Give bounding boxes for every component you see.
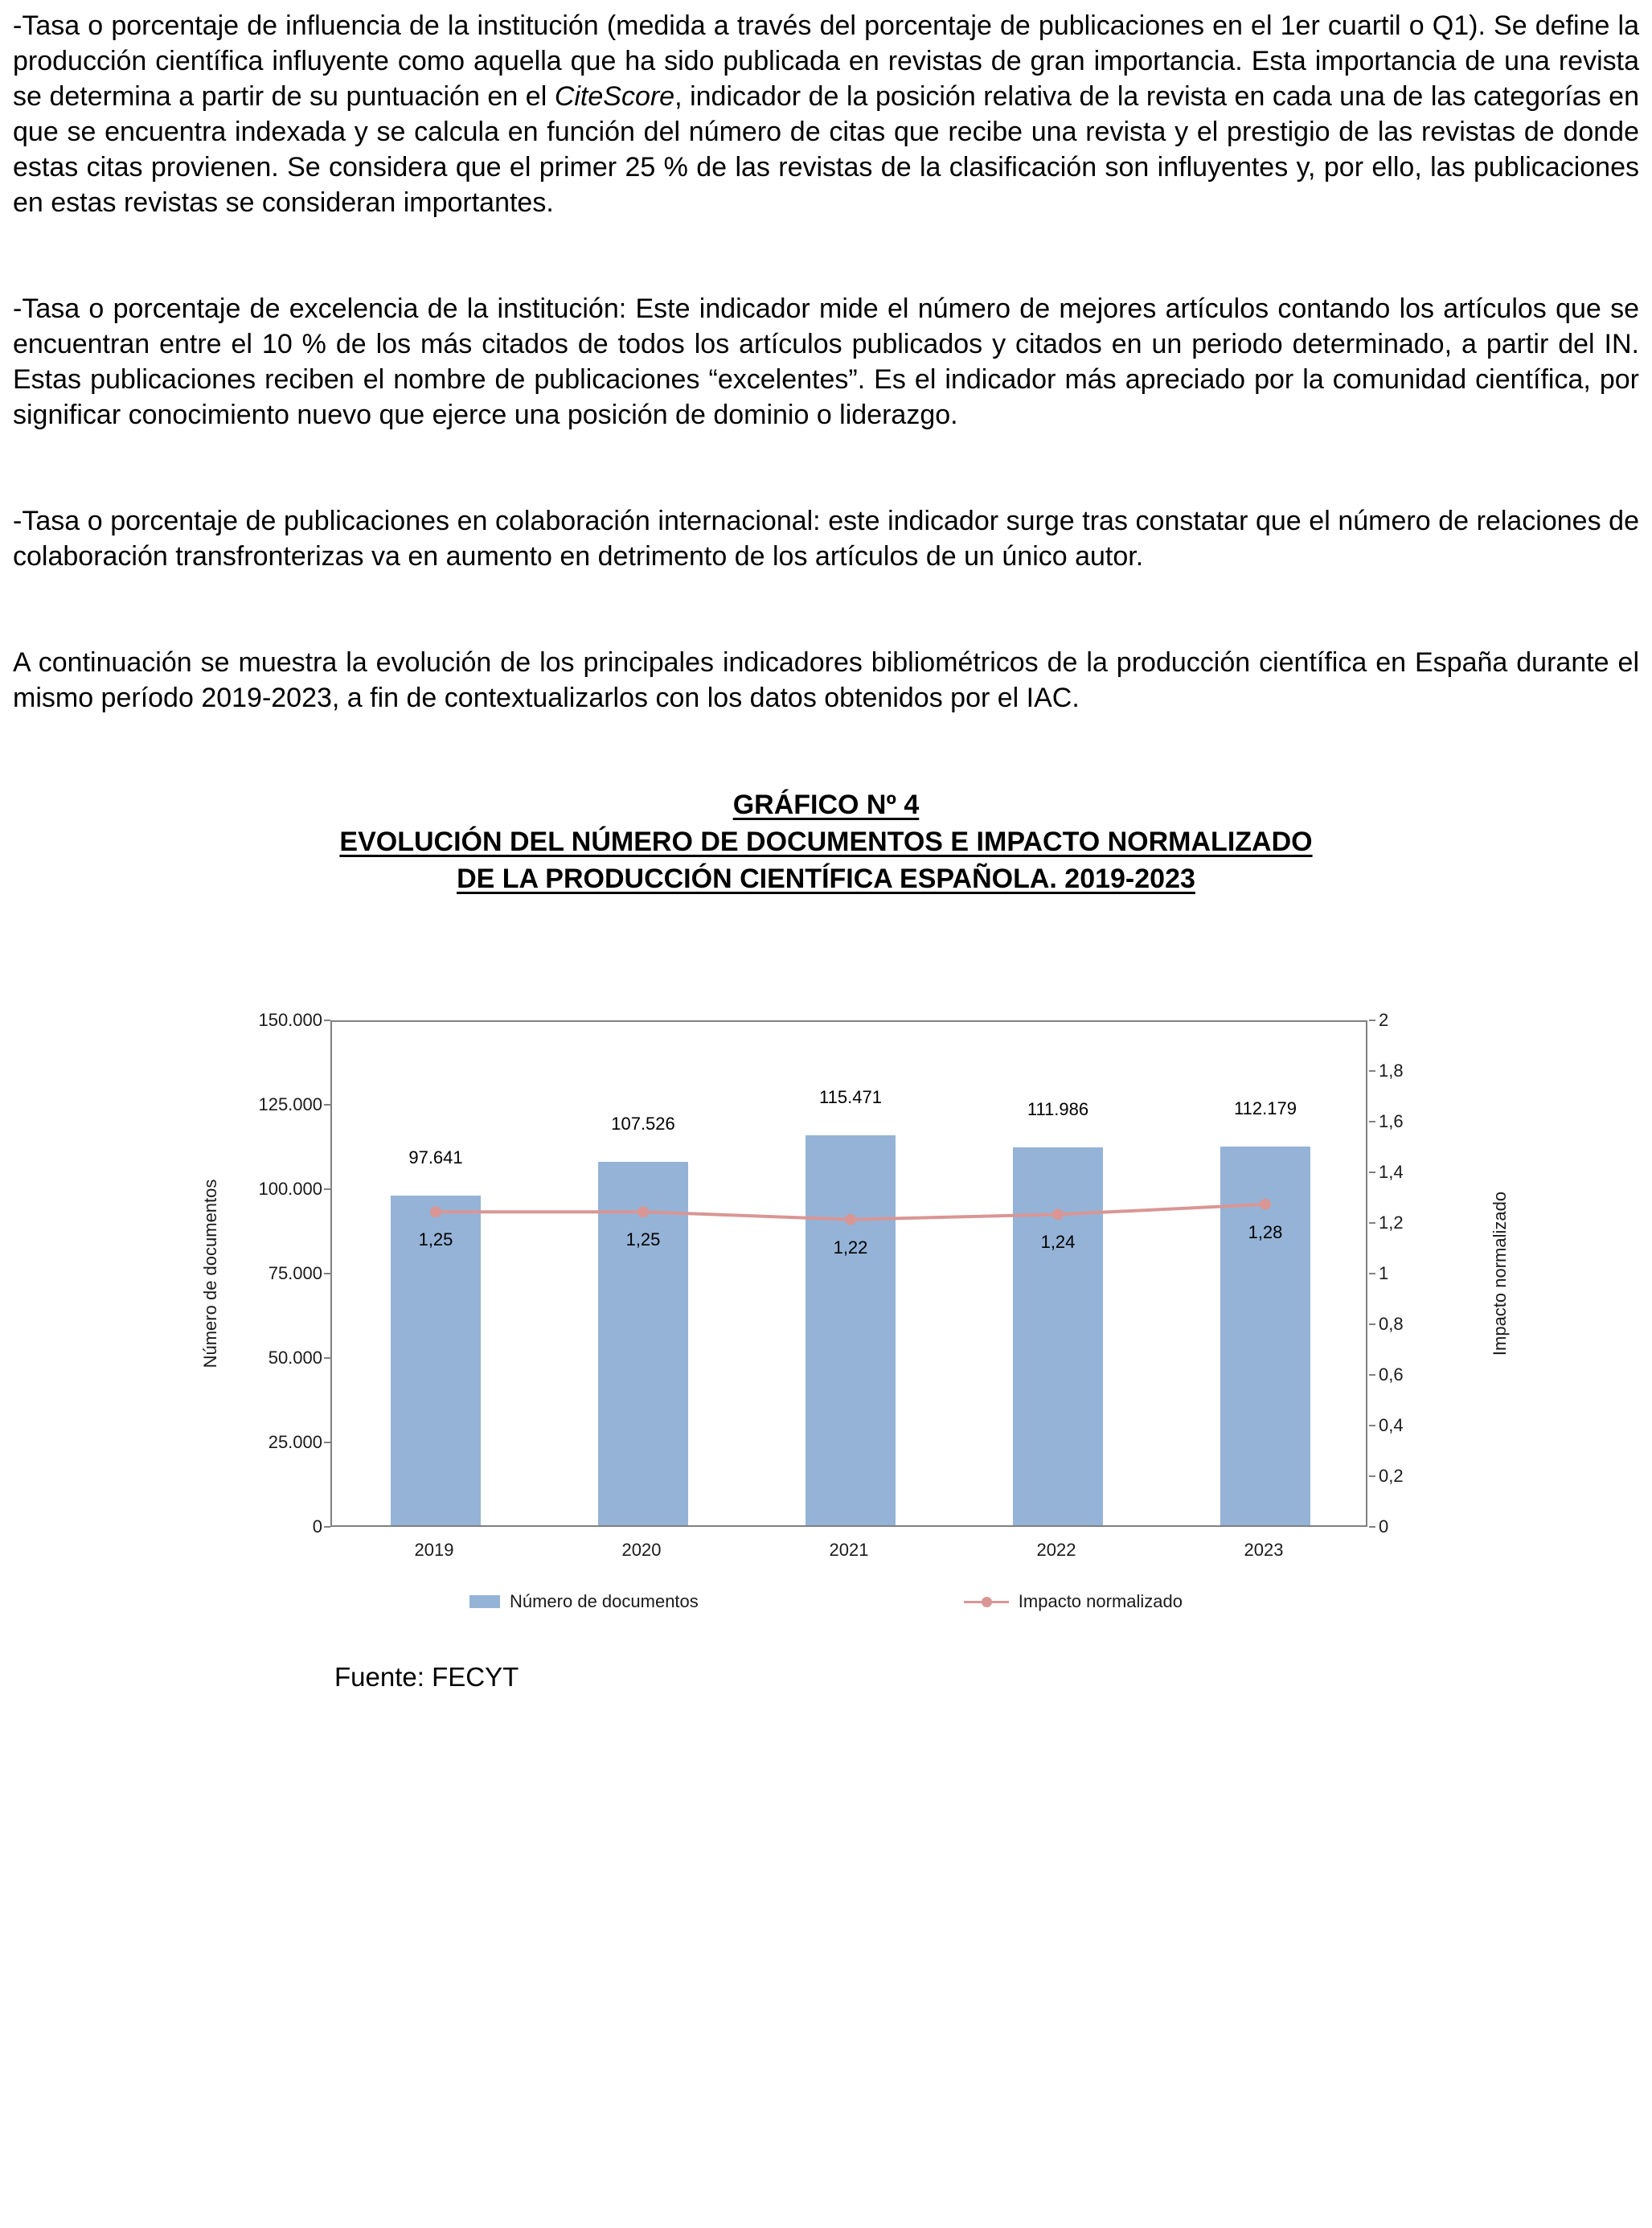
line-point-2020 [637,1206,649,1217]
legend-label: Número de documentos [509,1591,699,1611]
line-value-label: 1,24 [1040,1232,1076,1253]
plot-area [330,1020,1367,1527]
axis-tick-label: 0 [312,1516,322,1537]
x-axis-labels [330,1540,1367,1564]
axis-tick-label: 100.000 [258,1179,322,1199]
axis-tick-mark [324,1188,330,1190]
axis-tick-mark [1369,1526,1375,1528]
axis-tick-label: 75.000 [268,1263,322,1283]
citescore-italic: CiteScore [554,81,675,112]
axis-tick-mark [1369,1374,1375,1376]
bar-value-label: 107.526 [611,1114,675,1135]
axis-tick-mark [324,1526,330,1528]
axis-tick-label: 1,6 [1379,1111,1404,1131]
axis-tick-mark [324,1273,330,1274]
axis-tick-mark [324,1104,330,1106]
line-value-label: 1,25 [625,1229,661,1250]
left-axis-title: Número de documentos [200,1179,220,1368]
left-axis-tick-marks [324,1020,330,1527]
legend-label: Impacto normalizado [1018,1591,1183,1611]
paragraph-colaboracion: -Tasa o porcentaje de publicaciones en colaboración internacional: este indicador surge tras constatar que el número de relaciones de colaboración transfronterizas va en aumento en detrimento de los artículos de un único autor. [13,506,1639,572]
line-value-label: 1,28 [1248,1221,1283,1242]
legend-bar-swatch [469,1595,500,1608]
bar-value-label: 112.179 [1234,1098,1297,1118]
axis-tick-mark [1369,1222,1375,1224]
axis-tick-label: 125.000 [258,1094,322,1114]
axis-tick-label: 0 [1379,1516,1389,1537]
axis-tick-label: 50.000 [268,1348,322,1368]
chart-title-line3: DE LA PRODUCCIÓN CIENTÍFICA ESPAÑOLA. 2019-2023 [457,864,1195,894]
right-axis-title: Impacto normalizado [1490,1191,1510,1356]
legend-item-documentos [469,1591,699,1612]
axis-tick-mark [1369,1171,1375,1173]
line-point-2022 [1052,1208,1064,1220]
axis-tick-label: 1,2 [1379,1212,1404,1233]
x-axis-label: 2022 [1036,1540,1076,1560]
bar-value-label: 115.471 [819,1087,882,1108]
x-axis-label: 2021 [829,1540,869,1560]
x-axis-label: 2020 [621,1540,662,1560]
axis-tick-label: 2 [1379,1010,1389,1030]
axis-tick-label: 1,8 [1379,1061,1404,1081]
axis-tick-mark [324,1357,330,1359]
axis-tick-label: 1,4 [1379,1162,1404,1182]
paragraph-text: , indicador de la posición relativa de la revista en cada una de las categorías en que se encuentra indexada y se calcula en función del número de citas que recibe una revista y el prestigio de las revistas de donde estas citas provienen. Se considera que el primer 25 % de las revistas de la clasificación son influyentes y, por ello, las publicaciones en estas revistas se consideran importantes. [13,81,1639,218]
left-axis-ticks [214,1010,322,1537]
x-axis-label: 2019 [414,1540,454,1560]
source-note: Fuente: FECYT [334,1662,519,1692]
chart-title-line2: EVOLUCIÓN DEL NÚMERO DE DOCUMENTOS E IMPACTO NORMALIZADO [339,827,1313,857]
right-axis-ticks [1379,1010,1475,1537]
axis-tick-mark [1369,1475,1375,1477]
chart-title-line1: GRÁFICO Nº 4 [732,790,920,820]
axis-tick-label: 0,4 [1379,1415,1404,1435]
axis-tick-label: 1 [1379,1263,1389,1283]
axis-tick-label: 150.000 [258,1010,322,1030]
paragraph-contexto: A continuación se muestra la evolución de los principales indicadores bibliométricos de la producción científica en España durante el mismo período 2019-2023, a fin de contextualizarlos con los datos obtenidos por el IAC. [13,647,1639,713]
line-value-label: 1,22 [833,1237,868,1258]
line-series [332,1022,1369,1528]
right-axis-tick-marks [1369,1020,1375,1527]
axis-tick-mark [1369,1070,1375,1072]
line-point-2023 [1260,1199,1271,1210]
axis-tick-mark [1369,1323,1375,1325]
line-value-label: 1,25 [418,1229,453,1250]
legend-dot [982,1597,992,1607]
axis-tick-mark [324,1442,330,1443]
chart-title [13,786,1639,897]
line-point-2021 [845,1214,856,1225]
paragraph-influencia [13,8,1639,220]
axis-tick-label: 0,8 [1379,1314,1404,1334]
paragraph-excelencia: -Tasa o porcentaje de excelencia de la institución: Este indicador mide el número de mejores artículos contando los artículos que se encuentran entre el 10 % de los más citados de todos los artículos publicados y citados en un periodo determinado, a partir del IN. Estas publicaciones reciben el nombre de publicaciones “excelentes”. Es el indicador más apreciado por la comunidad científica, por significar conocimiento nuevo que ejerce una posición de dominio o liderazgo. [13,293,1639,430]
axis-tick-mark [1369,1273,1375,1274]
axis-tick-label: 25.000 [268,1432,322,1452]
axis-tick-label: 0,2 [1379,1466,1404,1486]
axis-tick-mark [1369,1020,1375,1021]
paragraph-text: -Tasa o porcentaje de influencia de la institución (medida a través del porcentaje de publicaciones en el 1er cuartil o Q1). Se define la producción científica influyente como aquella que ha sido publicada en revistas de gran importancia. Esta importancia de una revista se determina a partir de su puntuación en el [13,10,1639,112]
bar-value-label: 111.986 [1027,1098,1089,1119]
chart-legend [13,1591,1639,1612]
axis-tick-mark [324,1020,330,1021]
legend-line-swatch [964,1595,1009,1608]
axis-tick-label: 0,6 [1379,1364,1404,1385]
bar-value-label: 97.641 [408,1147,463,1167]
axis-tick-mark [1369,1425,1375,1426]
chart [198,1010,1532,1577]
legend-item-impacto [964,1591,1183,1612]
x-axis-label: 2023 [1244,1540,1284,1560]
axis-tick-mark [1369,1121,1375,1122]
line-point-2019 [430,1206,441,1217]
